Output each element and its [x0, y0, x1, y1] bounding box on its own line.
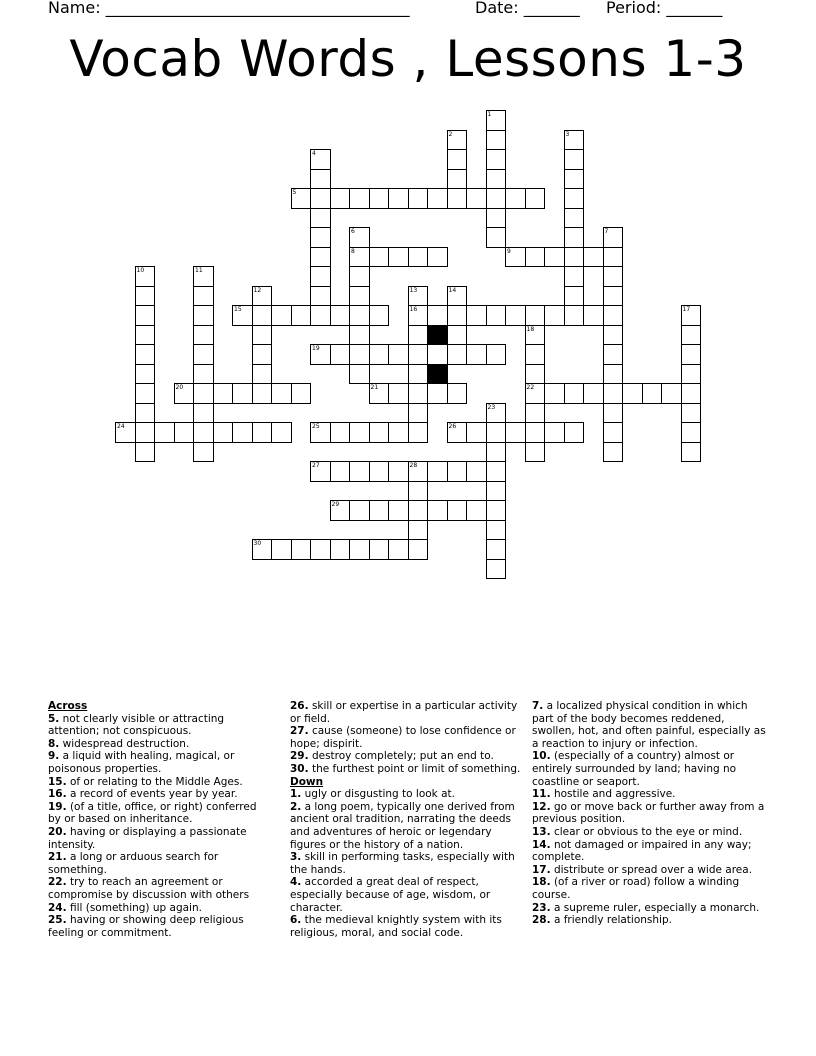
clue-across-30: 30. the furthest point or limit of something.	[290, 762, 521, 775]
grid-cell[interactable]	[486, 539, 507, 560]
clue-down-17: 17. distribute or spread over a wide area.	[532, 863, 753, 876]
grid-cell[interactable]	[388, 344, 409, 365]
clue-number: 22	[526, 384, 535, 391]
clue-number: 9	[507, 247, 511, 255]
clue-number: 23	[487, 403, 496, 411]
grid-cell[interactable]	[564, 305, 585, 326]
grid-cell[interactable]	[603, 403, 624, 424]
grid-cell[interactable]	[310, 188, 331, 209]
grid-cell[interactable]	[427, 188, 448, 209]
grid-cell[interactable]	[252, 383, 273, 404]
grid-cell[interactable]	[544, 305, 565, 326]
grid-cell[interactable]	[369, 539, 390, 560]
grid-cell[interactable]	[544, 422, 565, 443]
grid-cell[interactable]	[466, 305, 487, 326]
grid-cell[interactable]	[193, 286, 214, 307]
grid-cell[interactable]	[135, 325, 156, 346]
grid-cell[interactable]	[681, 344, 702, 365]
grid-cell[interactable]	[486, 422, 507, 443]
clue-number: 29	[331, 501, 340, 508]
grid-cell[interactable]	[564, 266, 585, 287]
grid-cell[interactable]	[447, 169, 468, 190]
clue-number: 11	[195, 267, 203, 274]
grid-cell[interactable]	[271, 383, 292, 404]
grid-cell[interactable]	[427, 344, 448, 365]
clue-across-20: 20. having or displaying a passionate intensity.	[48, 825, 247, 851]
grid-cell[interactable]	[408, 481, 429, 502]
grid-cell[interactable]	[330, 422, 351, 443]
clue-number: 27	[312, 462, 320, 469]
grid-cell[interactable]	[388, 188, 409, 209]
clue-number: 19	[312, 345, 320, 352]
grid-cell[interactable]	[271, 539, 292, 560]
clue-across-21: 21. a long or arduous search for something.	[48, 851, 219, 876]
grid-cell[interactable]	[486, 442, 507, 463]
clue-number: 20	[175, 384, 184, 391]
grid-cell[interactable]	[388, 500, 409, 521]
grid-cell[interactable]	[681, 364, 702, 385]
clue-number: 8	[351, 247, 355, 255]
grid-cell[interactable]	[193, 364, 214, 385]
grid-cell[interactable]	[505, 305, 526, 326]
grid-cell[interactable]	[681, 325, 702, 346]
grid-cell[interactable]	[447, 383, 468, 404]
grid-cell[interactable]	[564, 383, 585, 404]
clue-number: 3	[565, 130, 570, 138]
clue-down-1: 1. ugly or disgusting to look at.	[290, 788, 455, 801]
grid-cell[interactable]	[369, 461, 390, 482]
clue-number: 10	[136, 267, 145, 274]
clues-column-2	[290, 700, 526, 939]
grid-cell[interactable]	[349, 344, 370, 365]
black-square	[427, 325, 448, 346]
grid-cell[interactable]	[408, 364, 429, 385]
clue-down-7: 7. a localized physical condition in which part of the body becomes reddened, swollen, hot, and often painful, especially as a reaction to injury or infection.	[532, 700, 766, 750]
grid-cell[interactable]	[525, 422, 546, 443]
grid-cell[interactable]	[369, 344, 390, 365]
clue-across-16: 16. a record of events year by year.	[48, 788, 238, 801]
grid-cell[interactable]	[486, 500, 507, 521]
grid-cell[interactable]	[564, 188, 585, 209]
grid-cell[interactable]	[349, 461, 370, 482]
grid-cell[interactable]	[310, 286, 331, 307]
grid-cell[interactable]	[349, 305, 370, 326]
clue-down-2: 2. a long poem, typically one derived from ancient oral tradition, narrating the deeds and adventures of heroic or legendary figures or the history of a nation.	[290, 800, 515, 851]
grid-cell[interactable]	[583, 247, 604, 268]
grid-cell[interactable]	[603, 266, 624, 287]
grid-cell[interactable]	[408, 325, 429, 346]
grid-cell[interactable]	[330, 305, 351, 326]
grid-cell[interactable]	[252, 422, 273, 443]
grid-cell[interactable]	[135, 344, 156, 365]
grid-cell[interactable]	[271, 305, 292, 326]
grid-cell[interactable]	[135, 422, 156, 443]
grid-cell[interactable]	[603, 383, 624, 404]
clue-number: 5	[292, 189, 297, 196]
grid-cell[interactable]	[135, 442, 156, 463]
grid-cell[interactable]	[486, 305, 507, 326]
grid-cell[interactable]	[564, 149, 585, 170]
grid-cell[interactable]	[486, 481, 507, 502]
grid-cell[interactable]	[330, 344, 351, 365]
grid-cell[interactable]	[213, 383, 234, 404]
clue-down-4: 4. accorded a great deal of respect, especially because of age, wisdom, or character.	[290, 876, 491, 914]
clue-down-10: 10. (especially of a country) almost or entirely surrounded by land; having no coastline or seaport.	[532, 750, 737, 788]
clue-number: 26	[448, 423, 457, 430]
grid-cell[interactable]	[427, 305, 448, 326]
grid-cell[interactable]	[330, 539, 351, 560]
grid-cell[interactable]	[135, 286, 156, 307]
clue-number: 14	[448, 286, 457, 294]
grid-cell[interactable]	[447, 149, 468, 170]
grid-cell[interactable]	[525, 247, 546, 268]
grid-cell[interactable]	[447, 500, 468, 521]
grid-cell[interactable]	[252, 325, 273, 346]
black-square	[427, 364, 448, 385]
grid-cell[interactable]	[564, 208, 585, 229]
grid-cell[interactable]	[310, 305, 331, 326]
grid-cell[interactable]	[486, 559, 507, 580]
clue-across-26: 26. skill or expertise in a particular activity or field.	[290, 700, 518, 725]
clue-down-6: 6. the medieval knightly system with its religious, moral, and social code.	[290, 914, 502, 939]
grid-cell[interactable]	[388, 461, 409, 482]
grid-cell[interactable]	[681, 383, 702, 404]
grid-cell[interactable]	[135, 305, 156, 326]
grid-cell[interactable]	[603, 442, 624, 463]
clue-down-28: 28. a friendly relationship.	[532, 914, 672, 927]
name-field[interactable]: Name: ______________________________________	[48, 0, 410, 17]
grid-cell[interactable]	[486, 149, 507, 170]
grid-cell[interactable]	[583, 305, 604, 326]
grid-cell[interactable]	[447, 461, 468, 482]
grid-cell[interactable]	[525, 364, 546, 385]
grid-cell[interactable]	[330, 188, 351, 209]
grid-cell[interactable]	[525, 403, 546, 424]
grid-cell[interactable]	[486, 208, 507, 229]
grid-cell[interactable]	[486, 188, 507, 209]
grid-cell[interactable]	[408, 247, 429, 268]
grid-cell[interactable]	[330, 461, 351, 482]
grid-cell[interactable]	[505, 188, 526, 209]
grid-cell[interactable]	[369, 188, 390, 209]
clue-across-27: 27. cause (someone) to lose confidence or hope; dispirit.	[290, 725, 516, 750]
grid-cell[interactable]	[564, 169, 585, 190]
grid-cell[interactable]	[427, 247, 448, 268]
grid-cell[interactable]	[525, 188, 546, 209]
grid-cell[interactable]	[603, 286, 624, 307]
grid-cell[interactable]	[466, 188, 487, 209]
grid-cell[interactable]	[603, 344, 624, 365]
grid-cell[interactable]	[349, 539, 370, 560]
grid-cell[interactable]	[603, 247, 624, 268]
grid-cell[interactable]	[642, 383, 663, 404]
grid-cell[interactable]	[213, 422, 234, 443]
grid-cell[interactable]	[369, 247, 390, 268]
grid-cell[interactable]	[427, 383, 448, 404]
grid-cell[interactable]	[603, 422, 624, 443]
grid-cell[interactable]	[486, 130, 507, 151]
grid-cell[interactable]	[525, 344, 546, 365]
grid-cell[interactable]	[369, 422, 390, 443]
grid-cell[interactable]	[349, 266, 370, 287]
grid-cell[interactable]	[135, 403, 156, 424]
clue-across-9: 9. a liquid with healing, magical, or poisonous properties.	[48, 750, 235, 775]
grid-cell[interactable]	[310, 539, 331, 560]
clue-across-15: 15. of or relating to the Middle Ages.	[48, 775, 243, 788]
clue-across-24: 24. fill (something) up again.	[48, 901, 202, 914]
grid-cell[interactable]	[349, 188, 370, 209]
grid-cell[interactable]	[447, 188, 468, 209]
grid-cell[interactable]	[466, 461, 487, 482]
grid-cell[interactable]	[427, 461, 448, 482]
clue-down-14: 14. not damaged or impaired in any way; complete.	[532, 838, 752, 864]
grid-cell[interactable]	[252, 364, 273, 385]
grid-cell[interactable]	[564, 422, 585, 443]
grid-cell[interactable]	[544, 383, 565, 404]
grid-cell[interactable]	[193, 422, 214, 443]
clue-number: 30	[253, 540, 262, 547]
grid-cell[interactable]	[310, 247, 331, 268]
grid-cell[interactable]	[583, 383, 604, 404]
grid-cell[interactable]	[349, 325, 370, 346]
grid-cell[interactable]	[193, 325, 214, 346]
grid-cell[interactable]	[486, 169, 507, 190]
clue-number: 17	[682, 306, 691, 313]
grid-cell[interactable]	[193, 344, 214, 365]
grid-cell[interactable]	[252, 305, 273, 326]
clues-column-3	[532, 700, 768, 927]
grid-cell[interactable]	[681, 442, 702, 463]
clues-column-1	[48, 700, 268, 939]
grid-cell[interactable]	[154, 422, 175, 443]
grid-cell[interactable]	[408, 403, 429, 424]
grid-cell[interactable]	[466, 500, 487, 521]
clue-number: 25	[312, 423, 320, 430]
grid-cell[interactable]	[349, 364, 370, 385]
grid-cell[interactable]	[408, 344, 429, 365]
grid-cell[interactable]	[310, 169, 331, 190]
clue-down-3: 3. skill in performing tasks, especially with the hands.	[290, 851, 515, 876]
grid-cell[interactable]	[193, 383, 214, 404]
grid-cell[interactable]	[564, 227, 585, 248]
grid-cell[interactable]	[388, 539, 409, 560]
clue-number: 4	[312, 150, 316, 157]
grid-cell[interactable]	[232, 383, 253, 404]
clue-number: 15	[234, 306, 242, 313]
clue-number: 7	[604, 228, 609, 235]
grid-cell[interactable]	[564, 247, 585, 268]
grid-cell[interactable]	[408, 188, 429, 209]
clue-across-22: 22. try to reach an agreement or compromise by discussion with others	[48, 876, 250, 901]
grid-cell[interactable]	[544, 247, 565, 268]
clue-number: 2	[448, 130, 453, 138]
grid-cell[interactable]	[388, 247, 409, 268]
page-title: Vocab Words , Lessons 1-3	[69, 30, 747, 88]
grid-cell[interactable]	[486, 344, 507, 365]
grid-cell[interactable]	[310, 227, 331, 248]
clue-across-8: 8. widespread destruction.	[48, 737, 190, 750]
grid-cell[interactable]	[291, 305, 312, 326]
grid-cell[interactable]	[310, 208, 331, 229]
grid-cell[interactable]	[486, 520, 507, 541]
grid-cell[interactable]	[661, 383, 682, 404]
grid-cell[interactable]	[388, 422, 409, 443]
grid-cell[interactable]	[447, 305, 468, 326]
grid-cell[interactable]	[564, 286, 585, 307]
grid-cell[interactable]	[271, 422, 292, 443]
date-field[interactable]: Date: _______	[475, 0, 580, 17]
grid-cell[interactable]	[466, 344, 487, 365]
clue-across-19: 19. (of a title, office, or right) conferred by or based on inheritance.	[48, 800, 257, 826]
grid-cell[interactable]	[525, 305, 546, 326]
grid-cell[interactable]	[135, 383, 156, 404]
clue-across-25: 25. having or showing deep religious feeling or commitment.	[48, 914, 244, 939]
clue-number: 12	[253, 286, 262, 294]
grid-cell[interactable]	[135, 364, 156, 385]
grid-cell[interactable]	[622, 383, 643, 404]
grid-cell[interactable]	[466, 422, 487, 443]
clue-down-23: 23. a supreme ruler, especially a monarch.	[532, 901, 760, 914]
grid-cell[interactable]	[388, 383, 409, 404]
grid-cell[interactable]	[369, 500, 390, 521]
grid-cell[interactable]	[349, 286, 370, 307]
clue-number: 21	[370, 384, 379, 391]
grid-cell[interactable]	[193, 442, 214, 463]
grid-cell[interactable]	[681, 403, 702, 424]
clue-down-18: 18. (of a river or road) follow a winding course.	[532, 876, 740, 901]
clue-across-5: 5. not clearly visible or attracting attention; not conspicuous.	[48, 712, 225, 738]
grid-cell[interactable]	[232, 422, 253, 443]
grid-cell[interactable]	[408, 383, 429, 404]
grid-cell[interactable]	[447, 344, 468, 365]
grid-cell[interactable]	[408, 539, 429, 560]
grid-cell[interactable]	[603, 325, 624, 346]
clue-down-12: 12. go or move back or further away from a previous position.	[532, 800, 765, 826]
grid-cell[interactable]	[603, 305, 624, 326]
grid-cell[interactable]	[447, 325, 468, 346]
grid-cell[interactable]	[486, 461, 507, 482]
grid-cell[interactable]	[408, 500, 429, 521]
clue-number: 18	[526, 325, 535, 333]
grid-cell[interactable]	[252, 344, 273, 365]
grid-cell[interactable]	[174, 422, 195, 443]
grid-cell[interactable]	[349, 422, 370, 443]
clue-number: 1	[487, 111, 492, 118]
clue-number: 6	[351, 228, 355, 235]
grid-cell[interactable]	[681, 422, 702, 443]
grid-cell[interactable]	[193, 305, 214, 326]
grid-cell[interactable]	[369, 305, 390, 326]
grid-cell[interactable]	[603, 364, 624, 385]
grid-cell[interactable]	[310, 266, 331, 287]
period-field[interactable]: Period: _______	[606, 0, 723, 17]
clue-down-13: 13. clear or obvious to the eye or mind.	[532, 825, 743, 838]
across-heading: Across	[48, 700, 88, 712]
grid-cell[interactable]	[408, 520, 429, 541]
grid-cell[interactable]	[408, 422, 429, 443]
grid-cell[interactable]	[349, 500, 370, 521]
clue-number: 16	[409, 306, 418, 313]
clue-across-29: 29. destroy completely; put an end to.	[290, 750, 494, 763]
grid-cell[interactable]	[486, 227, 507, 248]
grid-cell[interactable]	[193, 403, 214, 424]
clue-number: 13	[409, 286, 418, 294]
grid-cell[interactable]	[427, 500, 448, 521]
grid-cell[interactable]	[505, 422, 526, 443]
grid-cell[interactable]	[291, 539, 312, 560]
grid-cell[interactable]	[291, 383, 312, 404]
clue-down-11: 11. hostile and aggressive.	[532, 788, 676, 801]
clue-number: 28	[409, 462, 418, 469]
clue-number: 24	[117, 423, 125, 430]
down-heading: Down	[290, 775, 324, 788]
grid-cell[interactable]	[525, 442, 546, 463]
